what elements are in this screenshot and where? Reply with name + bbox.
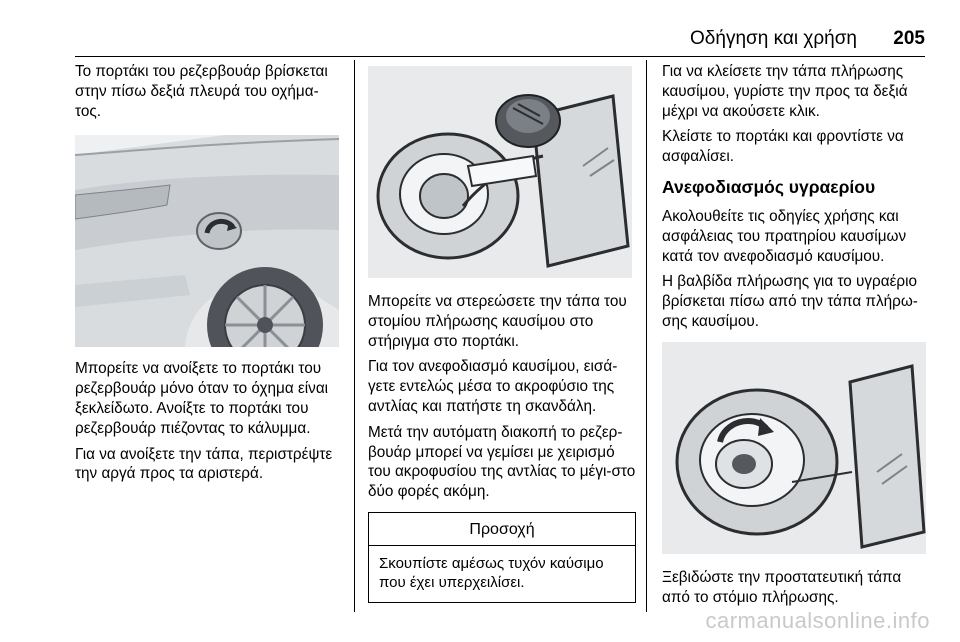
page-number: 205 [893, 28, 925, 49]
paragraph: Η βαλβίδα πλήρωσης για το υγραέριο βρίσκεται πίσω από την τάπα πλήρω-σης καυσίμου. [662, 273, 918, 330]
paragraph: Ακολουθείτε τις οδηγίες χρήσης και ασφάλειας του πρατηρίου καυσίμων κατά τον ανεφοδιασμό καυσίμου. [662, 207, 907, 265]
column-3 [662, 62, 930, 613]
paragraph: Το πορτάκι του ρεζερβουάρ βρίσκεται στην πίσω δεξιά πλευρά του οχήμα-τος. [75, 63, 328, 120]
caution-title: Προσοχή [369, 513, 635, 546]
paragraph: Για να ανοίξετε την τάπα, περιστρέψτε την αργά προς τα αριστερά. [75, 445, 333, 483]
car-rear-illustration [75, 135, 339, 347]
car-rear-drawing [75, 135, 339, 347]
paragraph: Κλείστε το πορτάκι και φροντίστε να ασφαλίσει. [662, 128, 904, 166]
header-rule [75, 56, 925, 57]
paragraph: Για τον ανεφοδιασμό καυσίμου, εισά-γετε εντελώς μέσα το ακροφύσιο της αντλίας και πατήστε τη σκανδάλη. [368, 358, 618, 415]
column-1 [75, 62, 343, 490]
section-heading: Ανεφοδιασμός υγραερίου [662, 176, 876, 197]
page-header [75, 26, 925, 54]
column-2 [368, 62, 636, 603]
caution-text: Σκουπίστε αμέσως τυχόν καύσιμο που έχει υπερχειλίσει. [379, 554, 604, 592]
fuel-cap-illustration [368, 66, 632, 278]
paragraph: Μπορείτε να ανοίξετε το πορτάκι του ρεζερβουάρ μόνο όταν το όχημα είναι ξεκλείδωτο. Ανοίξτε το πορτάκι του ρεζερβουάρ πιέζοντας το κάλυμμα. [75, 360, 329, 437]
lpg-valve-illustration [662, 342, 926, 554]
watermark: carmanualsonline.info [705, 608, 930, 633]
caution-box [368, 512, 636, 603]
fuel-cap-drawing [368, 66, 632, 278]
paragraph: Ξεβιδώστε την προστατευτική τάπα από το στόμιο πλήρωσης. [662, 568, 902, 606]
column-divider [354, 60, 355, 612]
page-title: Οδήγηση και χρήση [690, 28, 857, 49]
paragraph: Μπορείτε να στερεώσετε την τάπα του στομίου πλήρωσης καυσίμου στο στήριγμα στο πορτάκι. [368, 293, 627, 350]
lpg-valve-drawing [662, 342, 926, 554]
column-divider [646, 60, 647, 612]
paragraph: Μετά την αυτόματη διακοπή το ρεζερ-βουάρ μπορεί να γεμίσει με χειρισμό του ακροφυσίου της αντλίας το μέγι-στο δύο φορές ακόμη. [368, 423, 636, 501]
paragraph: Για να κλείσετε την τάπα πλήρωσης καυσίμου, γυρίστε την προς τα δεξιά μέχρι να ακούσετε κλικ. [662, 63, 908, 120]
